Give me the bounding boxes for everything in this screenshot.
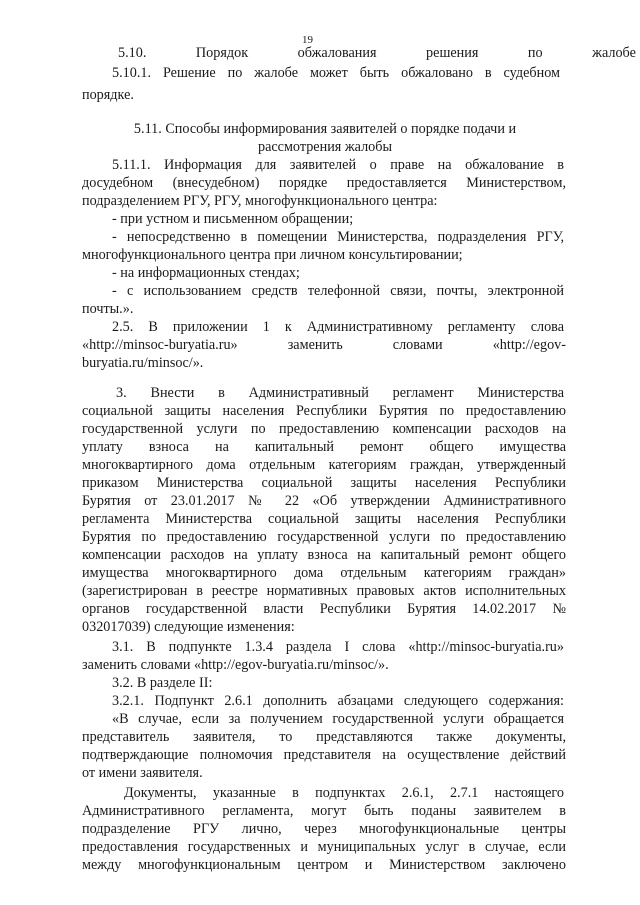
text-line: от имени заявителя. [82,765,203,781]
text-line: порядке. [82,87,134,103]
list-item: - на информационных стендах; [112,265,300,281]
text-line: 3.1. В подпункте 1.3.4 раздела I слова «http://minsoc-buryatia.ru» [112,639,564,655]
text-line: buryatia.ru/minsoc/». [82,355,204,371]
text-line: подразделение РГУ лично, через многофункциональные центры [82,821,566,837]
text-line: государственной услуги по предоставлению компенсации расходов на [82,421,566,437]
list-item: - непосредственно в помещении Министерства, подразделения РГУ, [112,229,564,245]
text-line: заменить словами «http://egov-buryatia.ru/minsoc/». [82,657,389,673]
text-line: многофункционального центра при личном консультировании; [82,247,463,263]
text-line: Бурятия по предоставлению государственной услуги по предоставлению [82,529,566,545]
text-line: Документы, указанные в подпунктах 2.6.1, 2.7.1 настоящего [124,785,564,801]
text-line: органов государственной власти Республики Бурятия 14.02.2017 № [82,601,566,617]
text-line: 5.10.1. Решение по жалобе может быть обжаловано в судебном [112,65,560,81]
text-line: 2.5. В приложении 1 к Административному регламенту слова [112,319,564,335]
text-line: уплату взноса на капитальный ремонт общего имущества [82,439,566,455]
text-line: 5.10. Порядок обжалования решения по жалобе [118,45,636,61]
text-line: Бурятия от 23.01.2017 № 22 «Об утверждении Административного [82,493,566,509]
text-line: 3.2. В разделе II: [112,675,213,691]
text-line: досудебном (внесудебном) порядке предоставляется Министерством, [82,175,566,191]
section-heading: рассмотрения жалобы [257,139,393,155]
text-line: 3.2.1. Подпункт 2.6.1 дополнить абзацами следующего содержания: [112,693,564,709]
text-line: имущества многоквартирного дома отдельным категориям граждан» [82,565,566,581]
text-line: 3. Внести в Административный регламент Министерства [116,385,564,401]
text-line: регламента Министерства социальной защиты населения Республики [82,511,566,527]
text-line: приказом Министерства социальной защиты населения Республики [82,475,566,491]
text-line: многоквартирного дома отдельным категориям граждан, утвержденный [82,457,566,473]
list-item: - с использованием средств телефонной связи, почты, электронной [112,283,564,299]
text-line: между многофункциональным центром и Министерством заключено [82,857,566,873]
list-item: - при устном и письменном обращении; [112,211,354,227]
text-line: компенсации расходов на уплату взноса на капитальный ремонт общего [82,547,566,563]
text-line: «В случае, если за получением государственной услуги обращается [112,711,564,727]
text-line: 032017039) следующие изменения: [82,619,295,635]
page-number: 19 [302,34,313,46]
text-line: Административного регламента, могут быть поданы заявителем в [82,803,566,819]
text-line: предоставления государственных и муниципальных услуг в случае, если [82,839,566,855]
section-heading: 5.11. Способы информирования заявителей о порядке подачи и [133,121,517,137]
text-line: почты.». [82,301,134,317]
text-line: подтверждающие полномочия представителя на осуществление действий [82,747,566,763]
text-line: социальной защиты населения Республики Бурятия по предоставлению [82,403,566,419]
text-line: «http://minsoc-buryatia.ru» заменить словами «http://egov- [82,337,566,353]
text-line: 5.11.1. Информация для заявителей о праве на обжалование в [112,157,564,173]
text-line: подразделением РГУ, РГУ, многофункционального центра: [82,193,438,209]
text-line: (зарегистрирован в реестре нормативных правовых актов исполнительных [82,583,566,599]
text-line: представитель заявителя, то представляются также документы, [82,729,566,745]
